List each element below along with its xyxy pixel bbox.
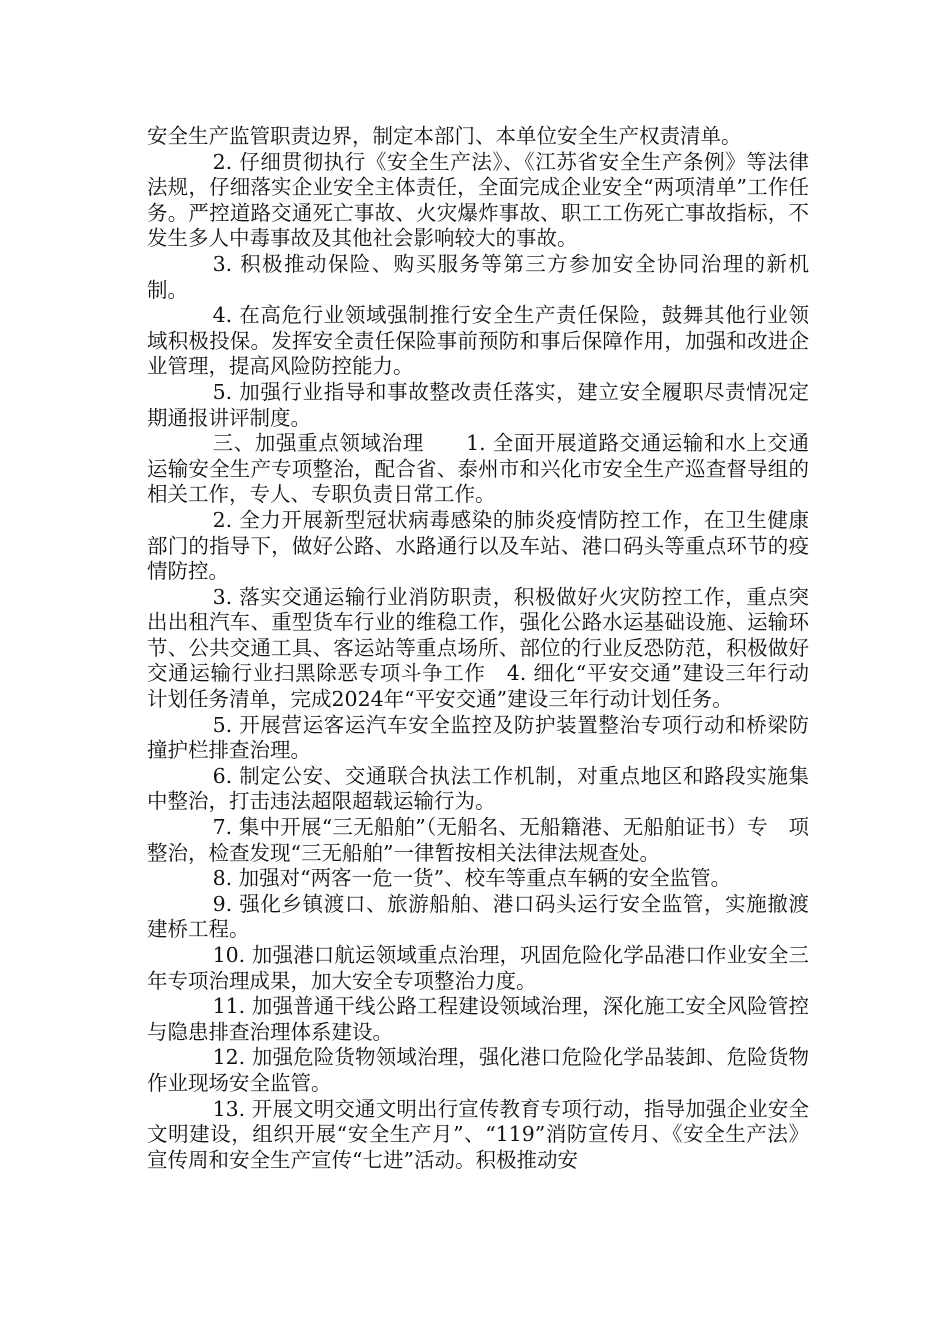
paragraph-7: 3. 落实交通运输行业消防职责，积极做好火灾防控工作，重点突出出租汽车、重型货车行业的维稳工作，强化公路水运基础设施、运输环节、公共交通工具、客运站等重点场所、部位的行业反恐防范，积极做好交通运输行业扫黑除恶专项斗争工作 4. 细化“平安交通”建设三年行动计划任务清单，完成2024年“平安交通”建设三年行动计划任务。 — [147, 584, 809, 712]
paragraph-13: 10. 加强港口航运领域重点治理，巩固危险化学品港口作业安全三年专项治理成果，加大安全专项整治力度。 — [147, 943, 809, 993]
paragraph-6: 2. 全力开展新型冠状病毒感染的肺炎疫情防控工作，在卫生健康部门的指导下，做好公路、水路通行以及车站、港口码头等重点环节的疫情防控。 — [147, 507, 809, 584]
paragraph-2: 3. 积极推动保险、购买服务等第三方参加安全协同治理的新机制。 — [147, 251, 809, 302]
paragraph-11: 8. 加强对“两客一危一货”、校车等重点车辆的安全监管。 — [212, 866, 732, 891]
paragraph-14: 11. 加强普通干线公路工程建设领域治理，深化施工安全风险管控与隐患排查治理体系建设。 — [147, 994, 809, 1044]
paragraph-9: 6. 制定公安、交通联合执法工作机制，对重点地区和路段实施集中整治，打击违法超限超载运输行为。 — [147, 763, 809, 814]
paragraph-15: 12. 加强危险货物领域治理，强化港口危险化学品装卸、危险货物作业现场安全监管。 — [147, 1045, 809, 1095]
paragraph-4: 5. 加强行业指导和事故整改责任落实，建立安全履职尽责情况定期通报讲评制度。 — [147, 379, 809, 430]
paragraph-8: 5. 开展营运客运汽车安全监控及防护装置整治专项行动和桥梁防撞护栏排查治理。 — [147, 712, 809, 763]
paragraph-3: 4. 在高危行业领域强制推行安全生产责任保险，鼓舞其他行业领域积极投保。发挥安全责任保险事前预防和事后保障作用，加强和改进企业管理，提高风险防控能力。 — [147, 303, 809, 379]
paragraph-16: 13. 开展文明交通文明出行宣传教育专项行动，指导加强企业安全文明建设，组织开展“安全生产月”、“119”消防宣传月、《安全生产法》宣传周和安全生产宣传“七进”活动。积极推动安 — [147, 1096, 809, 1172]
paragraph-1: 2. 仔细贯彻执行《安全生产法》、《江苏省安全生产条例》等法律法规，仔细落实企业安全主体责任，全面完成企业安全“两项清单”工作任务。严控道路交通死亡事故、火灾爆炸事故、职工工伤死亡事故指标，不发生多人中毒事故及其他社会影响较大的事故。 — [147, 149, 809, 251]
paragraph-5: 三、加强重点领域治理 1. 全面开展道路交通运输和水上交通运输安全生产专项整治，配合省、泰州市和兴化市安全生产巡查督导组的相关工作，专人、专职负责日常工作。 — [147, 431, 809, 507]
paragraph-0: 安全生产监管职责边界，制定本部门、本单位安全生产权责清单。 — [147, 124, 742, 148]
paragraph-10: 7. 集中开展“三无船舶”（无船名、无船籍港、无船舶证书）专 项整治，检查发现“三无船舶”一律暂按相关法律法规查处。 — [147, 815, 809, 865]
paragraph-12: 9. 强化乡镇渡口、旅游船舶、港口码头运行安全监管，实施撤渡建桥工程。 — [147, 891, 809, 942]
document-body — [147, 124, 809, 1173]
